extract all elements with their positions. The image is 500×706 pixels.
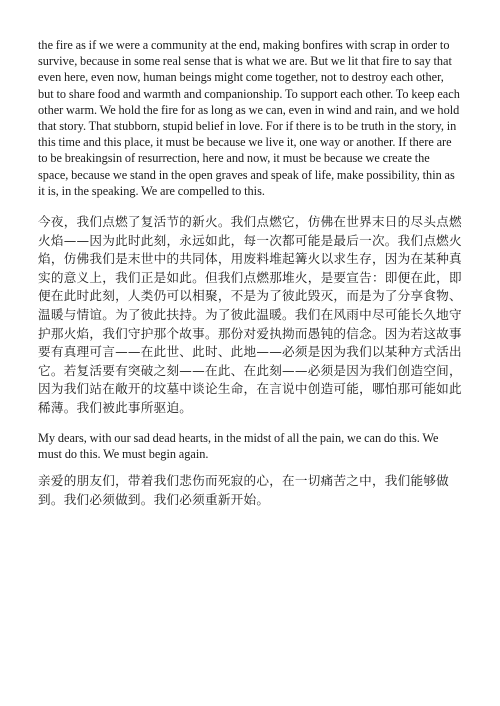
paragraph-spacer (38, 462, 462, 472)
paragraph-spacer (38, 418, 462, 430)
document-page (38, 37, 462, 509)
paragraph-spacer (38, 199, 462, 213)
english-paragraph-1: the fire as if we were a community at the end, making bonfires with scrap in order to survive, because in some real sense that is what we are. But we lit that fire to say that even here, even now, human beings might come together, not to destroy each other, but to share food and warmth and companionship. To support each other. To keep each other warm. We hold the fire for as long as we can, even in wind and rain, and we hold that story. That stubborn, stupid belief in love. For if there is to be truth in the story, in this time and this place, it must be because we live it, one way or another. If there are to be breakingsin of resurrection, here and now, it must be because we create the space, because we stand in the open graves and speak of life, make possibility, thin as it is, in the speaking. We are compelled to this. (38, 38, 460, 198)
chinese-paragraph-1: 今夜，我们点燃了复活节的新火。我们点燃它，仿佛在世界末日的尽头点燃火焰——因为此时此刻，永远如此，每一次都可能是最后一次。我们点燃火焰，仿佛我们是末世中的共同体，用废料堆起篝火以求生存，因为在某种真实的意义上，我们正是如此。但我们点燃那堆火，是要宣告：即便在此，即便在此时此刻，人类仍可以相聚，不是为了彼此毁灭，而是为了分享食物、温暖与情谊。为了彼此扶持。为了彼此温暖。我们在风雨中尽可能长久地守护那火焰，我们守护那个故事。那份对爱执拗而愚钝的信念。因为若这故事要有真理可言——在此世、此时、此地——必须是因为我们以某种方式活出它。若复活要有突破之刻——在此、在此刻——必须是因为我们创造空间，因为我们站在敞开的坟墓中谈论生命，在言说中创造可能，哪怕那可能如此稀薄。我们被此事所驱迫。 (38, 214, 462, 415)
english-paragraph-2: My dears, with our sad dead hearts, in the midst of all the pain, we can do this. We must do this. We must begin again. (38, 430, 439, 461)
chinese-paragraph-2: 亲爱的朋友们，带着我们悲伤而死寂的心，在一切痛苦之中，我们能够做到。我们必须做到。我们必须重新开始。 (38, 472, 449, 507)
